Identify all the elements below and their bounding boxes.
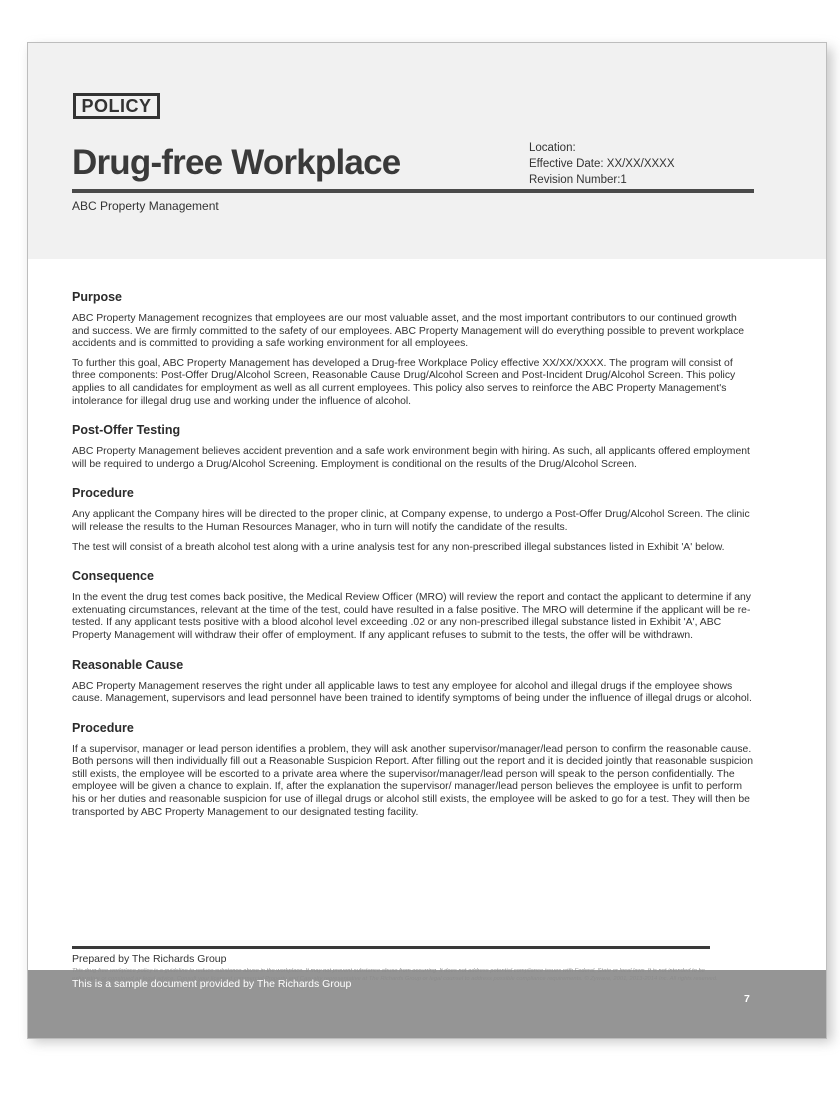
policy-badge: POLICY xyxy=(73,93,160,119)
footer-divider xyxy=(72,946,710,949)
document-meta xyxy=(529,140,675,188)
section-procedure xyxy=(72,486,756,554)
document-title: Drug-free Workplace xyxy=(72,143,401,182)
policy-content xyxy=(72,290,756,834)
revision-number: Revision Number:1 xyxy=(529,174,627,186)
location-label: Location: xyxy=(529,142,576,154)
paragraph: If a supervisor, manager or lead person identifies a problem, they will ask another supervisor/manager/lead person to confirm the reasonable cause. Both persons will then individually fill out a Reasonable Suspicion Report. After filling out the report and it is decided jointly that reasonable suspicion still exists, the employee will be escorted to a private area where the supervisor/manager/lead person will speak to the person confidentially. The employee will be given a chance to explain. If, after the explanation the supervisor/ manager/lead person believes the employee is unfit to perform his or her duties and reasonable suspicion for use of illegal drugs or alcohol still exists, the employee will be asked to go for a test. They will then be transported by ABC Property Management to our designated testing facility. xyxy=(72,743,753,818)
prepared-by: Prepared by The Richards Group xyxy=(72,953,227,965)
company-name: ABC Property Management xyxy=(72,199,219,213)
paragraph: To further this goal, ABC Property Management has developed a Drug-free Workplace Policy effective XX/XX/XXXX. The program will consist of three components: Post-Offer Drug/Alcohol Screen, Reasonable Cause Drug/Alcohol Screen and Post-Incident Drug/Alcohol Screen. This policy applies to all candidates for employment as well as all current employees. This policy also serves to reinforce the ABC Property Management's intolerance for illegal drug use and working under the influence of alcohol. xyxy=(72,357,736,407)
section-heading: Reasonable Cause xyxy=(72,657,184,672)
section-post-offer-testing xyxy=(72,423,756,471)
section-heading: Procedure xyxy=(72,720,134,735)
section-consequence xyxy=(72,569,756,642)
paragraph: ABC Property Management reserves the right under all applicable laws to test any employee for alcohol and illegal drugs if the employee shows cause. Management, supervisors and lead personnel have been trained to identify symptoms of being under the influence of illegal drugs or alcohol. xyxy=(72,680,752,705)
section-reasonable-cause xyxy=(72,658,756,706)
document-page xyxy=(27,42,827,1039)
sample-document-note: This is a sample document provided by The Richards Group xyxy=(72,978,352,990)
section-heading: Consequence xyxy=(72,569,154,584)
section-heading: Post-Offer Testing xyxy=(72,423,181,438)
section-purpose xyxy=(72,290,756,408)
paragraph: In the event the drug test comes back positive, the Medical Review Officer (MRO) will review the report and contact the applicant to determine if any extenuating circumstances, relevant at the time of the test, could have resulted in a false positive. The MRO will determine if the applicant will be re-tested. If any applicant tests positive with a blood alcohol level exceeding .02 or any non-prescribed illegal substance listed in Exhibit 'A', ABC Property Management will withdraw their offer of employment. If any applicant refuses to submit to the tests, the offer will be withdrawn. xyxy=(72,592,751,641)
section-heading: Procedure xyxy=(72,486,134,501)
section-heading: Purpose xyxy=(72,290,123,304)
section-procedure-reasonable-cause xyxy=(72,721,756,820)
paragraph: Any applicant the Company hires will be directed to the proper clinic, at Company expense, to undergo a Post-Offer Drug/Alcohol Screen. The clinic will release the results to the Human Resources Manager, who in turn will notify the candidate of the results. xyxy=(72,509,750,533)
title-divider xyxy=(72,189,754,193)
paragraph: ABC Property Management recognizes that employees are our most valuable asset, and the most important contributors to our continued growth and success. We are firmly committed to the safety of our employees. ABC Property Management will do everything possible to prevent workplace accidents and is committed to providing a safe working environment for all employees. xyxy=(72,313,745,350)
paragraph: ABC Property Management believes accident prevention and a safe work environment begin with hiring. As such, all applicants offered employment will be required to undergo a Drug/Alcohol Screening. Employment is conditional on the results of the Drug/Alcohol Screen. xyxy=(72,446,750,470)
paragraph: The test will consist of a breath alcohol test along with a urine analysis test for any non-prescribed illegal substances listed in Exhibit 'A' below. xyxy=(72,541,725,553)
effective-date: Effective Date: XX/XX/XXXX xyxy=(529,158,675,170)
page-number: 7 xyxy=(744,993,750,1005)
